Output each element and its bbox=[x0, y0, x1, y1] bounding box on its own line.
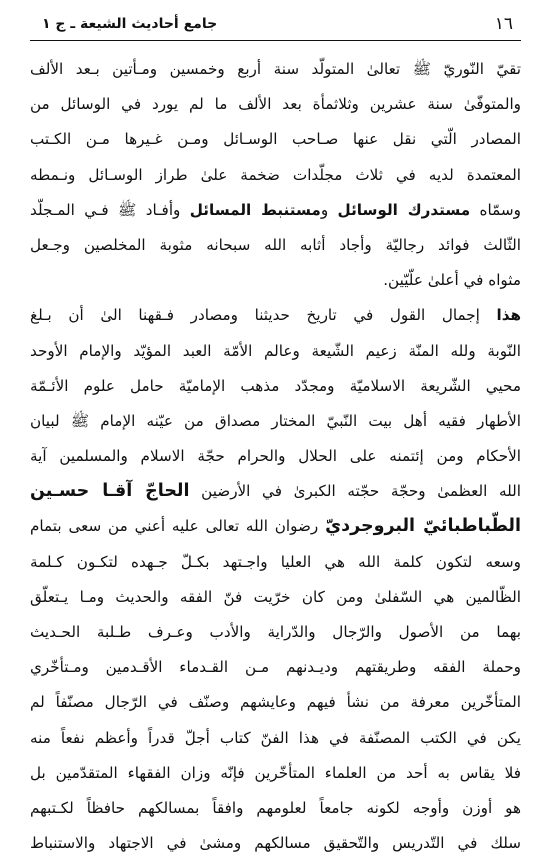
text-line bbox=[30, 298, 521, 333]
text-line bbox=[30, 685, 521, 720]
emphasized-text: هذا bbox=[496, 306, 521, 325]
page-number: ١٦ bbox=[494, 14, 513, 34]
text-segment: مثواه في أعلىٰ علّيّين. bbox=[383, 271, 521, 290]
text-line bbox=[30, 263, 521, 298]
text-segment: الثّالث فوائد رجاليّة وأجاد أثابه الله سبحانه مثوبة المخلصين وجـعل bbox=[30, 235, 521, 254]
text-segment: هو أوزن وأوجه لكونه جامعاً لعلومهم وافقاً بمسالكهم حافظاً لكـتبهم bbox=[30, 798, 521, 817]
text-segment: تقيّ النّوريّ ﷺ تعالىٰ المتولّد سنة أربع وخمسين ومـأتين بـعد الألف bbox=[30, 60, 521, 78]
text-line bbox=[30, 474, 521, 509]
emphasized-text: مستدرك الوسائل bbox=[337, 200, 471, 219]
text-line bbox=[30, 228, 521, 263]
text-line bbox=[30, 334, 521, 369]
text-segment: والمتوفّىٰ سنة عشرين وثلاثمأة بعد الألف ما لم يورد في الوسائل من bbox=[30, 95, 521, 114]
text-segment: وأفـاد ﷺ فـي المـجلّد bbox=[30, 200, 190, 219]
text-segment: سلك في التّدريس والتّحقيق مسالكهم ومشىٰ في الاجتهاد والاستنباط bbox=[30, 834, 521, 853]
text-line bbox=[30, 826, 521, 861]
text-line bbox=[30, 193, 521, 228]
text-line bbox=[30, 52, 521, 87]
text-line bbox=[30, 439, 521, 474]
text-line bbox=[30, 404, 521, 439]
text-segment: المتأخّرين معرفة من نشأ فيهم وعايشهم وصنّف في الرّجال مصنّفاً لم bbox=[30, 693, 521, 712]
emphasized-text: الطّباطبائيّ البروجرديّ bbox=[325, 516, 521, 537]
text-segment: وسمّاه bbox=[470, 200, 521, 219]
text-segment: الله العظمىٰ وحجّة حجّته الكبرىٰ في الأرضين bbox=[189, 482, 521, 501]
text-segment: الأطهار فقيه أهل بيت النّبيّ المختار مصداق من عيّنه الإمام ﷺ لبيان bbox=[30, 411, 521, 430]
text-line bbox=[30, 615, 521, 650]
text-segment: وسعه لتكون كلمة الله هي العليا واجـتهد بكـلّ جـهده لتكـون كـلمة bbox=[30, 552, 521, 571]
text-segment: وحملة الفقه وطريقتهم وديـدنهم مـن القـدماء الأقـدمين ومـتأخّري bbox=[30, 658, 521, 677]
text-line bbox=[30, 650, 521, 685]
emphasized-text: الحاجّ آقـا حسـين bbox=[30, 481, 190, 502]
text-line bbox=[30, 580, 521, 615]
text-line bbox=[30, 122, 521, 157]
text-segment: إجمال القول في تاريخ حديثنا ومصادر فـقهنا الىٰ أن بـلغ bbox=[30, 306, 497, 325]
running-title: جامع أحاديث الشيعة ـ ج ١ bbox=[42, 16, 218, 32]
text-segment: الظّالمين هي السّفلىٰ ومن كان خرّيت فنّ الفقه والحديث ومـا يـتعلّق bbox=[30, 587, 521, 606]
body-text bbox=[30, 52, 521, 861]
text-segment: الأحكام ومن إئتمنه على الحلال والحرام حجّة الاسلام والمسلمين آية bbox=[30, 447, 521, 466]
text-segment: رضوان الله تعالى عليه أعني من سعى بتمام bbox=[30, 517, 326, 536]
text-segment: فلا يقاس به أحد من العلماء المتأخّرين فإنّه وزان الفقهاء المتقدّمين بل bbox=[30, 763, 521, 782]
header-divider bbox=[30, 40, 521, 41]
text-line bbox=[30, 158, 521, 193]
text-segment: بهما من الأصول والرّجال والدّراية والأدب وعـرف طـلبة الحـديث bbox=[30, 623, 521, 641]
emphasized-text: مستنبط المسائل bbox=[189, 200, 321, 219]
text-line bbox=[30, 369, 521, 404]
text-line bbox=[30, 721, 521, 756]
text-segment: المصادر الّتي نقل عنها صـاحب الوسـائل ومـن غـيرها مـن الكـتب bbox=[30, 130, 521, 149]
text-segment: النّوبة ولله المنّة زعيم الشّيعة وعالم الأمّة العبد المؤيّد والإمام الأوحد bbox=[30, 341, 521, 360]
text-line bbox=[30, 509, 521, 544]
text-line bbox=[30, 756, 521, 791]
text-segment: محيي الشّريعة الاسلاميّة ومجدّد مذهب الإماميّة حامل علوم الأئـمّة bbox=[30, 376, 521, 395]
text-line bbox=[30, 791, 521, 826]
text-segment: و bbox=[320, 200, 338, 219]
text-segment: يكن في الكتب المصنّفة في هذا الفنّ كتاب أجلّ قدراً وأعظم نفعاً منه bbox=[30, 728, 521, 747]
text-segment: المعتمدة لديه في ثلاث مجلّدات ضخمة علىٰ طراز الوسـائل ونـمطه bbox=[30, 165, 521, 184]
text-line bbox=[30, 87, 521, 122]
text-line bbox=[30, 545, 521, 580]
page-header bbox=[30, 14, 521, 40]
